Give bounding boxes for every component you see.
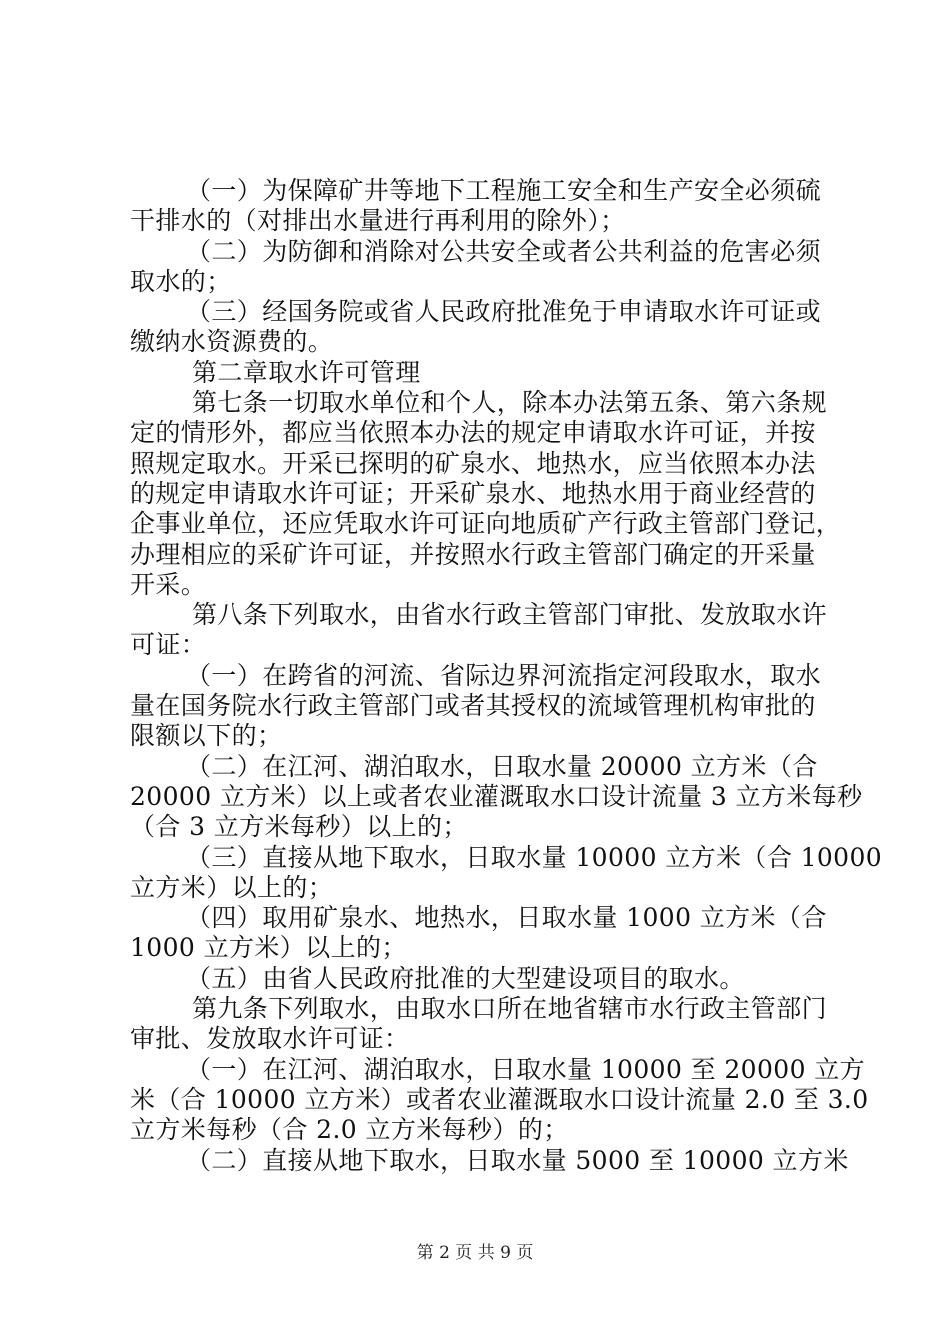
text-line: （合 3 立方米每秒）以上的； bbox=[130, 812, 468, 842]
text-line: （二）直接从地下取水，日取水量 5000 至 10000 立方米 bbox=[186, 1145, 849, 1175]
text-line: 量在国务院水行政主管部门或者其授权的流域管理机构审批的 bbox=[130, 691, 816, 721]
text-line: （五）由省人民政府批准的大型建设项目的取水。 bbox=[186, 963, 745, 993]
text-line: （四）取用矿泉水、地热水，日取水量 1000 立方米（合 bbox=[186, 903, 827, 933]
text-line: （一）在跨省的河流、省际边界河流指定河段取水，取水 bbox=[186, 660, 822, 690]
text-line: （一）为保障矿井等地下工程施工安全和生产安全必须硫 bbox=[186, 176, 822, 205]
text-line: 干排水的（对排出水量进行再利用的除外）； bbox=[130, 206, 626, 236]
text-line: 立方米每秒（合 2.0 立方米每秒）的； bbox=[130, 1115, 569, 1145]
text-line: 的规定申请取水许可证；开采矿泉水、地热水用于商业经营的 bbox=[130, 478, 816, 508]
page-footer: 第 2 页 共 9 页 bbox=[416, 1243, 534, 1263]
text-line: （二）为防御和消除对公共安全或者公共利益的危害必须 bbox=[186, 236, 822, 266]
text-line: 第九条下列取水，由取水口所在地省辖市水行政主管部门 bbox=[192, 994, 828, 1024]
text-line: 第七条一切取水单位和个人，除本办法第五条、第六条规 bbox=[192, 388, 828, 418]
text-line: 缴纳水资源费的。 bbox=[130, 327, 334, 357]
text-line: 照规定取水。开采已探明的矿泉水、地热水，应当依照本办法 bbox=[130, 448, 816, 478]
text-line: 办理相应的采矿许可证，并按照水行政主管部门确定的开采量 bbox=[130, 539, 816, 569]
text-line: （三）直接从地下取水，日取水量 10000 立方米（合 10000 bbox=[186, 842, 883, 872]
text-line: 第二章取水许可管理 bbox=[192, 357, 421, 387]
text-line: （一）在江河、湖泊取水，日取水量 10000 至 20000 立方 bbox=[186, 1054, 866, 1084]
text-line: 审批、发放取水许可证： bbox=[130, 1024, 410, 1054]
document-body bbox=[130, 176, 883, 1176]
text-line: 限额以下的； bbox=[130, 721, 283, 751]
text-line: 米（合 10000 立方米）或者农业灌溉取水口设计流量 2.0 至 3.0 bbox=[130, 1084, 869, 1114]
text-line: 开采。 bbox=[130, 569, 207, 599]
text-line: 1000 立方米）以上的； bbox=[130, 933, 407, 963]
text-line: （三）经国务院或省人民政府批准免于申请取水许可证或 bbox=[186, 297, 822, 327]
text-line: （二）在江河、湖泊取水，日取水量 20000 立方米（合 bbox=[186, 751, 818, 781]
text-line: 定的情形外，都应当依照本办法的规定申请取水许可证，并按 bbox=[130, 418, 816, 448]
text-line: 可证： bbox=[130, 630, 207, 660]
text-line: 第八条下列取水，由省水行政主管部门审批、发放取水许 bbox=[192, 600, 828, 630]
text-line: 立方米）以上的； bbox=[130, 872, 334, 902]
text-line: 企事业单位，还应凭取水许可证向地质矿产行政主管部门登记， bbox=[130, 509, 842, 539]
text-line: 取水的； bbox=[130, 266, 232, 296]
text-line: 20000 立方米）以上或者农业灌溉取水口设计流量 3 立方米每秒 bbox=[130, 781, 863, 811]
